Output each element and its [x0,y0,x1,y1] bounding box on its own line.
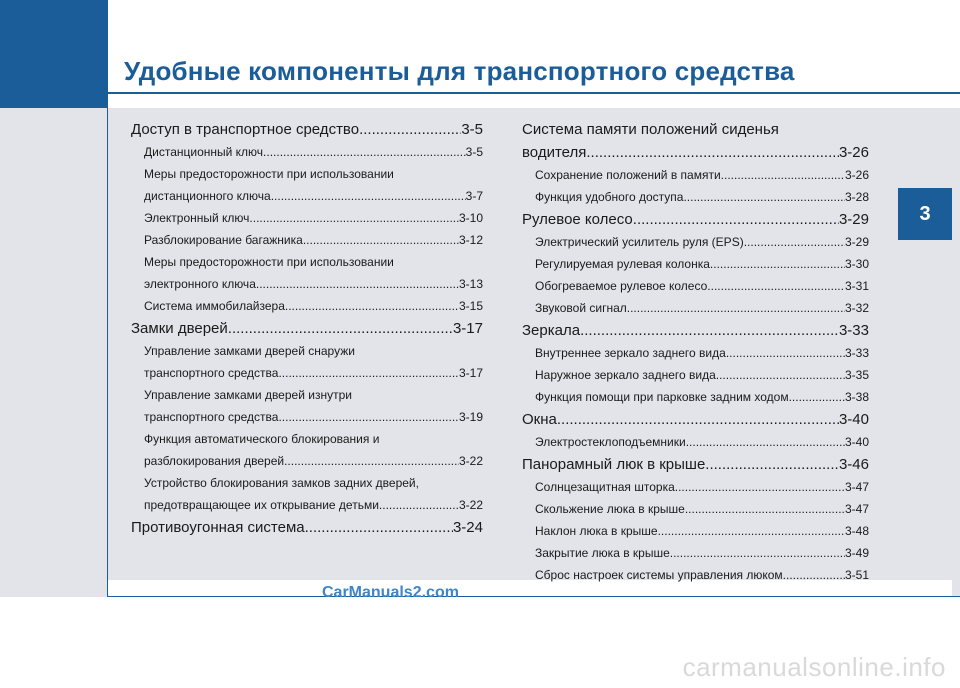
toc-entry-page: 3-32 [844,301,869,315]
toc-entry-page: 3-29 [838,211,869,228]
toc-entry-title: дистанционного ключа [144,189,271,203]
toc-entry-title: Функция удобного доступа [535,190,684,204]
toc-entry-title: Система иммобилайзера [144,299,285,313]
toc-entry-title: Рулевое колесо [522,211,633,228]
toc-entry[interactable] [131,317,483,340]
toc-entry-line[interactable]: Система памяти положений сиденья [522,121,779,138]
toc-subentry[interactable] [522,186,869,208]
chapter-tab[interactable]: 3 [898,188,952,240]
toc-entry-title: Зеркала [522,322,581,339]
toc-entry[interactable] [522,141,869,164]
toc-subentry[interactable] [522,476,869,498]
toc-entry-page: 3-40 [844,435,869,449]
toc-entry[interactable] [522,408,869,431]
toc-entry-title: Наклон люка в крыше [535,524,658,538]
toc-subentry[interactable] [131,141,483,163]
toc-entry-title: Противоугонная система [131,519,305,536]
toc-right-column [522,118,869,586]
toc-entry[interactable] [522,319,869,342]
toc-entry-title: Солнцезащитная шторка [535,480,675,494]
toc-subentry[interactable] [131,185,483,207]
toc-subentry-line[interactable]: Меры предосторожности при использовании [144,167,394,181]
toc-entry-page: 3-13 [458,277,483,291]
toc-entry-title: Наружное зеркало заднего вида [535,368,716,382]
toc-entry-title: разблокирования дверей [144,454,285,468]
toc-subentry[interactable] [522,498,869,520]
toc-entry-title: Внутреннее зеркало заднего вида [535,346,726,360]
toc-entry-page: 3-48 [844,524,869,538]
toc-entry-page: 3-5 [461,121,483,138]
toc-subentry[interactable] [131,494,483,516]
toc-entry-page: 3-46 [838,456,869,473]
toc-entry-page: 3-26 [844,168,869,182]
toc-entry-page: 3-12 [458,233,483,247]
toc-subentry[interactable] [522,431,869,453]
corner-blue-block [0,0,108,108]
bottom-rule [108,596,960,597]
toc-subentry[interactable] [131,229,483,251]
watermark-carmanuals2[interactable]: CarManuals2.com [322,584,459,601]
toc-entry-page: 3-28 [844,190,869,204]
toc-subentry[interactable] [522,564,869,586]
toc-entry-page: 3-7 [465,189,483,203]
toc-subentry[interactable] [522,297,869,319]
toc-entry-title: транспортного средства [144,366,279,380]
toc-entry-page: 3-24 [452,519,483,536]
toc-entry-title: Скольжение люка в крыше [535,502,685,516]
toc-entry-title: Окна [522,411,557,428]
toc-entry-title: Сохранение положений в памяти [535,168,721,182]
toc-subentry[interactable] [131,450,483,472]
toc-entry-page: 3-51 [844,568,869,582]
toc-entry-page: 3-47 [844,480,869,494]
toc-subentry[interactable] [131,295,483,317]
toc-subentry[interactable] [522,386,869,408]
toc-subentry[interactable] [522,542,869,564]
toc-entry-page: 3-49 [844,546,869,560]
toc-subentry-line[interactable]: Функция автоматического блокирования и [144,432,380,446]
toc-entry-page: 3-31 [844,279,869,293]
toc-entry-title: электронного ключа [144,277,256,291]
toc-entry-page: 3-5 [465,145,483,159]
toc-entry-page: 3-29 [844,235,869,249]
toc-entry-page: 3-10 [458,211,483,225]
toc-entry-title: Электронный ключ [144,211,250,225]
toc-entry-title: Функция помощи при парковке задним ходом [535,390,789,404]
toc-entry-title: Панорамный люк в крыше [522,456,706,473]
toc-entry-title: предотвращающее их открывание детьми [144,498,379,512]
toc-entry-title: Электрический усилитель руля (EPS) [535,235,744,249]
toc-entry-title: водителя [522,144,587,161]
title-underline [108,92,960,94]
toc-entry[interactable] [522,208,869,231]
toc-entry-page: 3-30 [844,257,869,271]
toc-entry-title: Доступ в транспортное средство [131,121,360,138]
toc-entry-page: 3-26 [838,144,869,161]
toc-entry-page: 3-17 [458,366,483,380]
toc-subentry-line[interactable]: Меры предосторожности при использовании [144,255,394,269]
toc-subentry[interactable] [131,207,483,229]
toc-entry-page: 3-22 [458,498,483,512]
toc-entry-title: транспортного средства [144,410,279,424]
page-title: Удобные компоненты для транспортного средства [124,56,795,86]
toc-entry-page: 3-22 [458,454,483,468]
toc-entry-title: Звуковой сигнал [535,301,627,315]
toc-subentry-line[interactable]: Устройство блокирования замков задних дверей, [144,476,419,490]
toc-subentry[interactable] [522,364,869,386]
toc-entry-title: Замки дверей [131,320,228,337]
toc-entry-title: Сброс настроек системы управления люком [535,568,783,582]
toc-entry-title: Разблокирование багажника [144,233,303,247]
watermark-carmanualsonline: carmanualsonline.info [682,652,946,682]
toc-entry-page: 3-47 [844,502,869,516]
toc-subentry[interactable] [522,231,869,253]
toc-entry-page: 3-35 [844,368,869,382]
toc-entry-page: 3-40 [838,411,869,428]
toc-entry-page: 3-38 [844,390,869,404]
toc-left-column [131,118,483,539]
toc-subentry[interactable] [522,342,869,364]
toc-entry-title: Регулируемая рулевая колонка [535,257,710,271]
toc-subentry[interactable] [522,275,869,297]
toc-entry-title: Обогреваемое рулевое колесо [535,279,708,293]
toc-subentry[interactable] [522,164,869,186]
toc-subentry[interactable] [522,253,869,275]
toc-entry-page: 3-15 [458,299,483,313]
toc-subentry[interactable] [131,273,483,295]
toc-subentry-line[interactable]: Управление замками дверей изнутри [144,388,352,402]
toc-entry[interactable] [522,453,869,476]
toc-entry-page: 3-33 [844,346,869,360]
toc-entry-title: Электростеклоподъемники [535,435,686,449]
toc-entry-page: 3-33 [838,322,869,339]
toc-subentry-line[interactable]: Управление замками дверей снаружи [144,344,355,358]
toc-entry-title: Закрытие люка в крыше [535,546,670,560]
toc-entry-page: 3-17 [452,320,483,337]
toc-entry-page: 3-19 [458,410,483,424]
toc-subentry[interactable] [131,362,483,384]
right-margin-band [952,108,960,597]
toc-subentry[interactable] [522,520,869,542]
toc-entry-title: Дистанционный ключ [144,145,264,159]
toc-subentry[interactable] [131,406,483,428]
toc-entry[interactable] [131,118,483,141]
toc-entry[interactable] [131,516,483,539]
